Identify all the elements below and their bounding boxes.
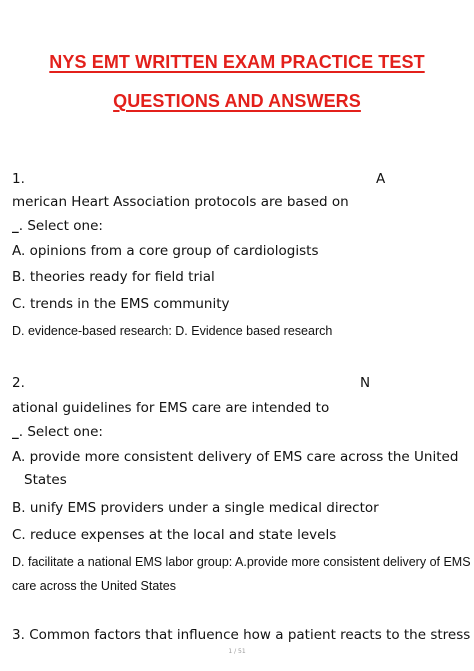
question-2-option-d: D. facilitate a national EMS labor group: A.provide more consistent delivery of EMS bbox=[12, 555, 471, 569]
question-3-stem-text: Common factors that influence how a patient reacts to the stress bbox=[29, 627, 471, 643]
question-1-option-b: B. theories ready for field trial bbox=[12, 269, 215, 285]
question-1-number: 1. bbox=[12, 171, 25, 187]
question-1-stem: merican Heart Association protocols are based on bbox=[12, 194, 349, 210]
question-2-first-letter: N bbox=[360, 375, 371, 391]
question-2-blank: _ bbox=[12, 424, 19, 440]
page-number: 1 / 51 bbox=[228, 648, 246, 655]
question-1-stem-cont bbox=[12, 217, 103, 235]
document-title-line-1: NYS EMT WRITTEN EXAM PRACTICE TEST bbox=[49, 52, 425, 72]
document-title-line-2: QUESTIONS AND ANSWERS bbox=[113, 91, 361, 111]
question-3-stem bbox=[12, 626, 470, 644]
question-2-option-c: C. reduce expenses at the local and state levels bbox=[12, 527, 337, 543]
question-1-option-c: C. trends in the EMS community bbox=[12, 296, 230, 312]
question-2-stem-cont bbox=[12, 423, 103, 441]
question-1-first-letter: A bbox=[376, 171, 386, 187]
question-2-number: 2. bbox=[12, 375, 25, 391]
question-2-option-a-cont: States bbox=[24, 472, 67, 488]
question-2-stem: ational guidelines for EMS care are intended to bbox=[12, 400, 330, 416]
question-2-option-d-cont: care across the United States bbox=[12, 579, 176, 593]
question-2-select-one: . Select one: bbox=[18, 424, 103, 440]
question-1-select-one: . Select one: bbox=[18, 218, 103, 234]
question-3-number: 3. bbox=[12, 627, 25, 643]
question-1-option-d: D. evidence-based research: D. Evidence based research bbox=[12, 324, 333, 338]
question-2-option-b: B. unify EMS providers under a single medical director bbox=[12, 500, 379, 516]
question-2-option-a: A. provide more consistent delivery of EMS care across the United bbox=[12, 449, 459, 465]
question-1-blank: _ bbox=[12, 218, 19, 234]
question-1-option-a: A. opinions from a core group of cardiologists bbox=[12, 243, 319, 259]
